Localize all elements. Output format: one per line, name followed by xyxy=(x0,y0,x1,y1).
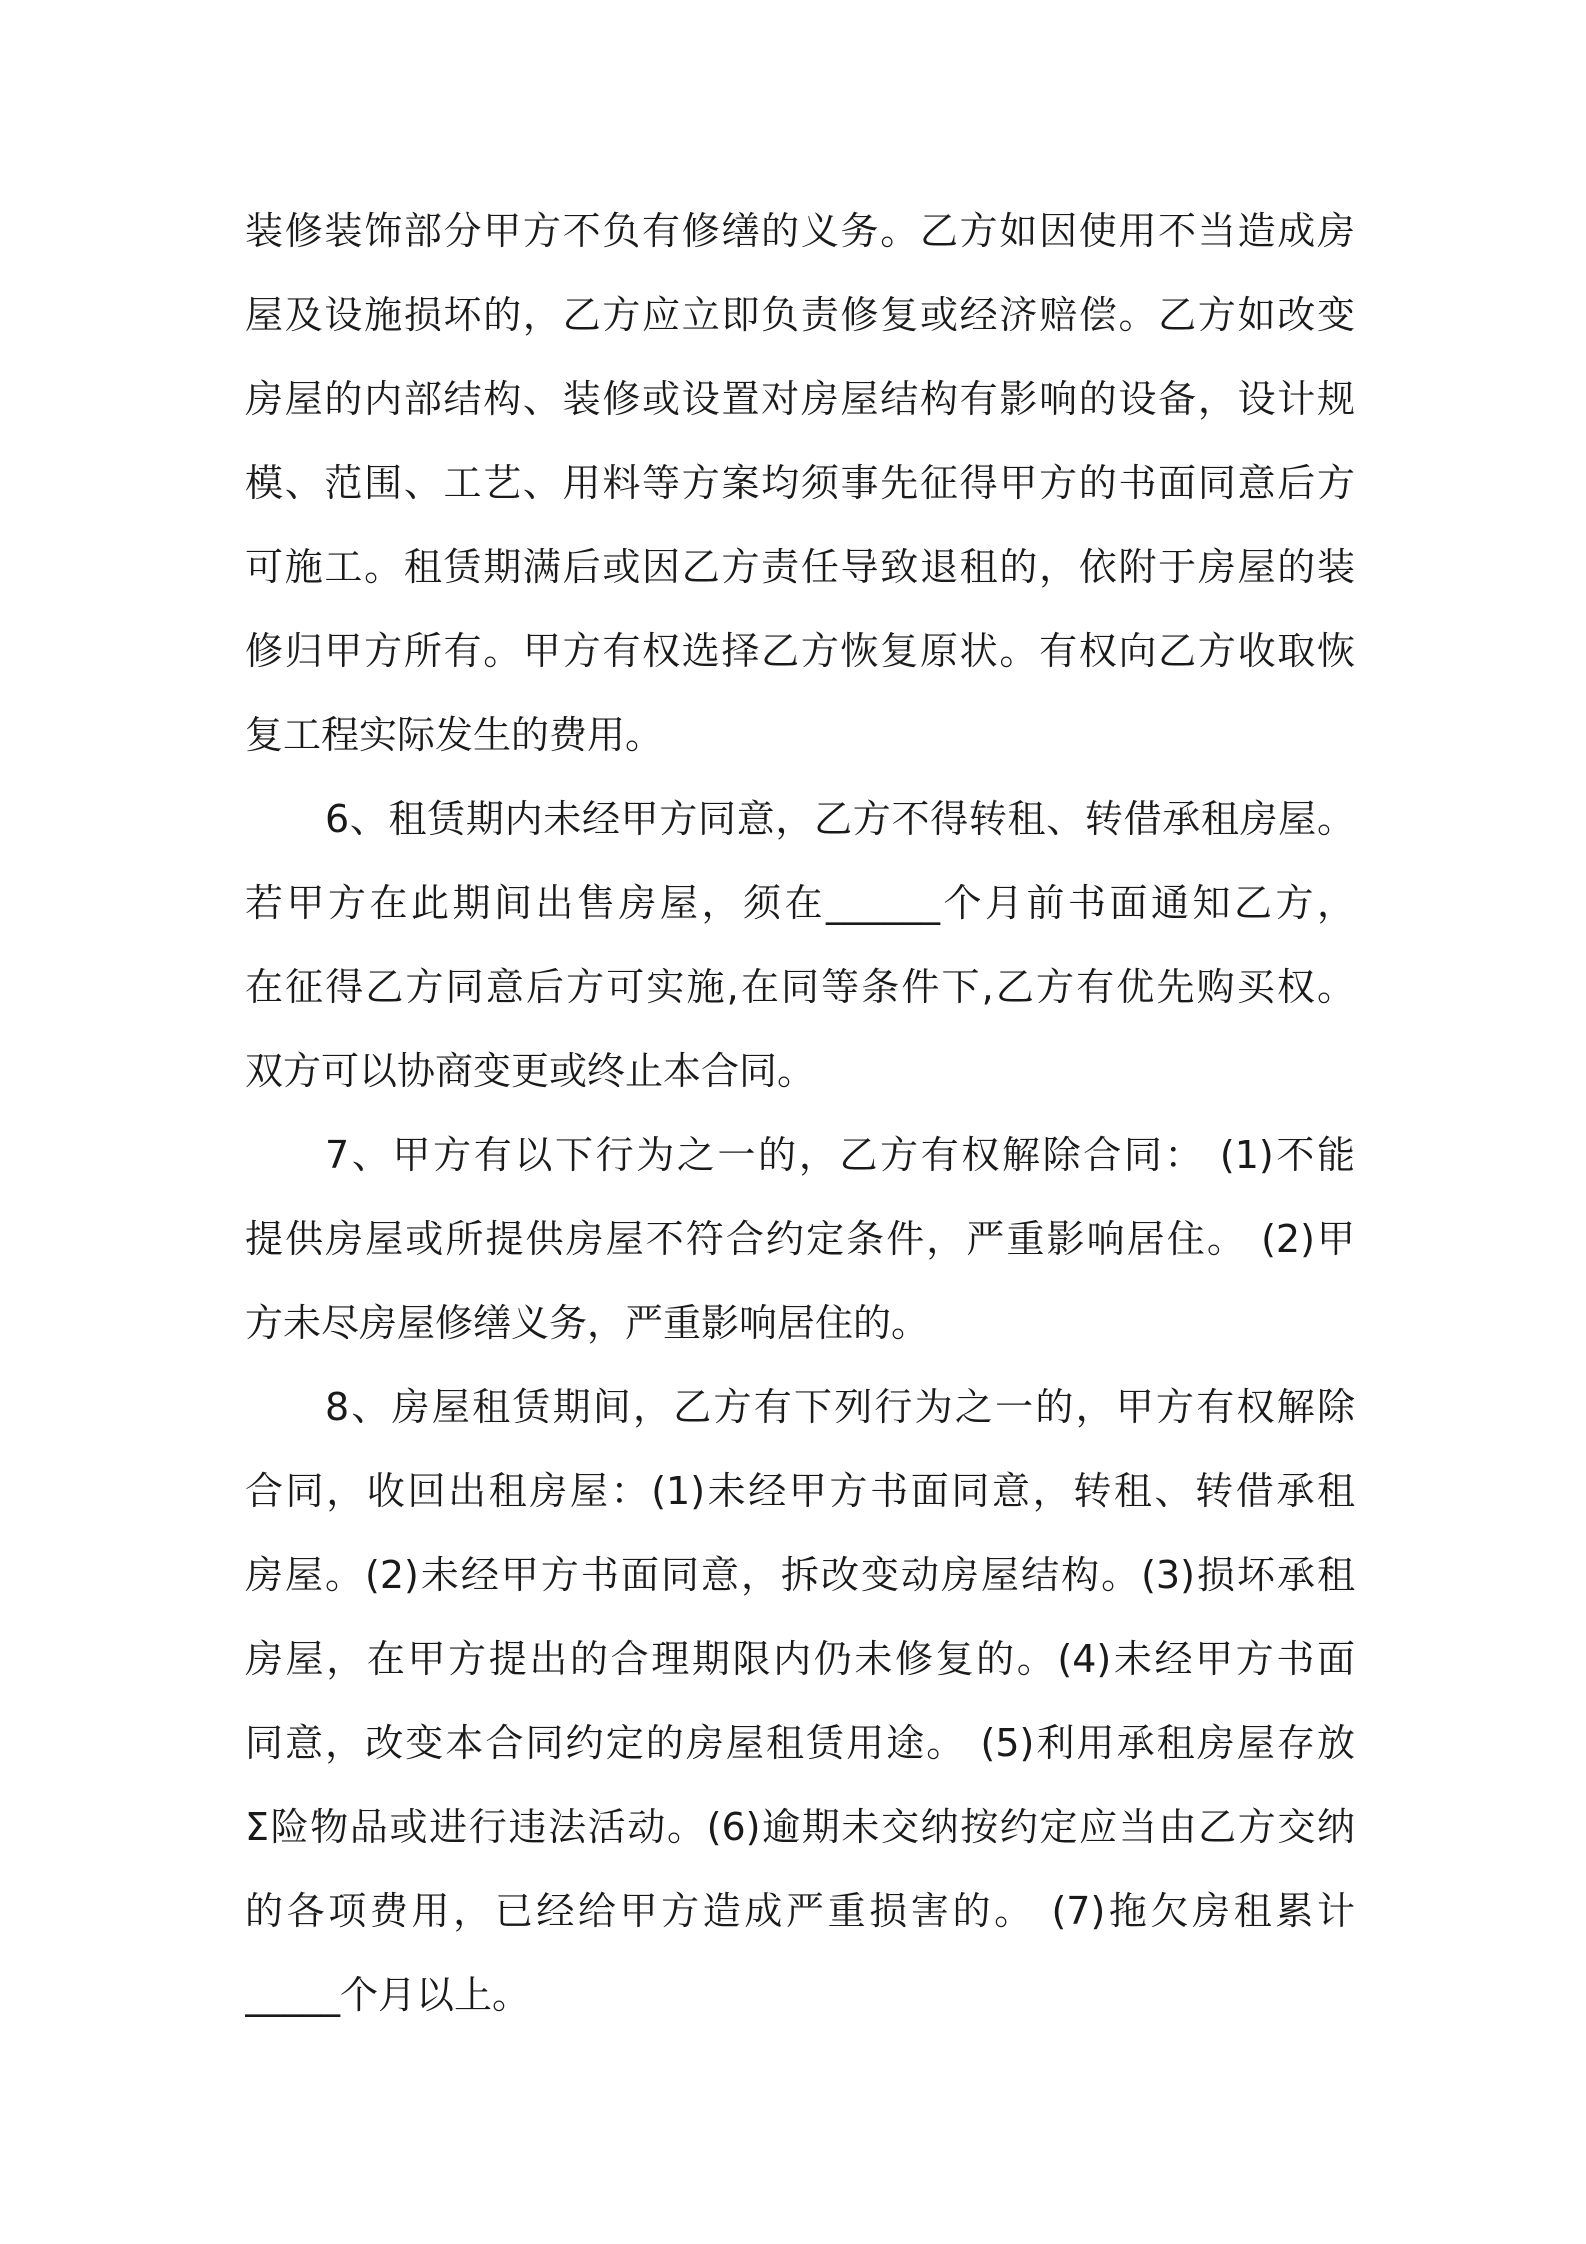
text-line: 若甲方在此期间出售房屋，须在______个月前书面通知乙方， xyxy=(245,881,1355,925)
text-line: 模、范围、工艺、用料等方案均须事先征得甲方的书面同意后方 xyxy=(245,461,1355,505)
text-line: 可施工。租赁期满后或因乙方责任导致退租的，依附于房屋的装 xyxy=(245,545,1355,589)
text-line: 屋及设施损坏的，乙方应立即负责修复或经济赔偿。乙方如改变 xyxy=(245,293,1355,337)
text-line: 房屋。(2)未经甲方书面同意，拆改变动房屋结构。(3)损坏承租 xyxy=(245,1553,1355,1597)
text-line: 提供房屋或所提供房屋不符合约定条件，严重影响居住。 (2)甲 xyxy=(245,1217,1355,1261)
text-line: 复工程实际发生的费用。 xyxy=(245,713,664,757)
text-line: 合同，收回出租房屋：(1)未经甲方书面同意，转租、转借承租 xyxy=(245,1469,1355,1513)
text-line: 双方可以协商变更或终止本合同。 xyxy=(245,1049,816,1093)
text-line: 同意，改变本合同约定的房屋租赁用途。 (5)利用承租房屋存放 xyxy=(245,1721,1355,1765)
clause-8-start: 8、房屋租赁期间，乙方有下列行为之一的，甲方有权解除 xyxy=(325,1385,1355,1429)
text-line: 在征得乙方同意后方可实施,在同等条件下,乙方有优先购买权。 xyxy=(245,965,1355,1009)
clause-6-start: 6、租赁期内未经甲方同意，乙方不得转租、转借承租房屋。 xyxy=(325,797,1355,841)
contract-text xyxy=(245,189,1355,2037)
text-line: 修归甲方所有。甲方有权选择乙方恢复原状。有权向乙方收取恢 xyxy=(245,629,1355,673)
text-line: 房屋的内部结构、装修或设置对房屋结构有影响的设备，设计规 xyxy=(245,377,1355,421)
text-line: 的各项费用，已经给甲方造成严重损害的。 (7)拖欠房租累计 xyxy=(245,1889,1355,1933)
text-line: 装修装饰部分甲方不负有修缮的义务。乙方如因使用不当造成房 xyxy=(245,209,1355,253)
text-line: _____个月以上。 xyxy=(245,1973,531,2017)
text-line: 房屋，在甲方提出的合理期限内仍未修复的。(4)未经甲方书面 xyxy=(245,1637,1355,1681)
text-line: 方未尽房屋修缮义务，严重影响居住的。 xyxy=(245,1301,930,1345)
text-line: Σ险物品或进行违法活动。(6)逾期未交纳按约定应当由乙方交纳 xyxy=(245,1805,1355,1849)
clause-7-start: 7、甲方有以下行为之一的，乙方有权解除合同： (1)不能 xyxy=(325,1133,1355,1177)
